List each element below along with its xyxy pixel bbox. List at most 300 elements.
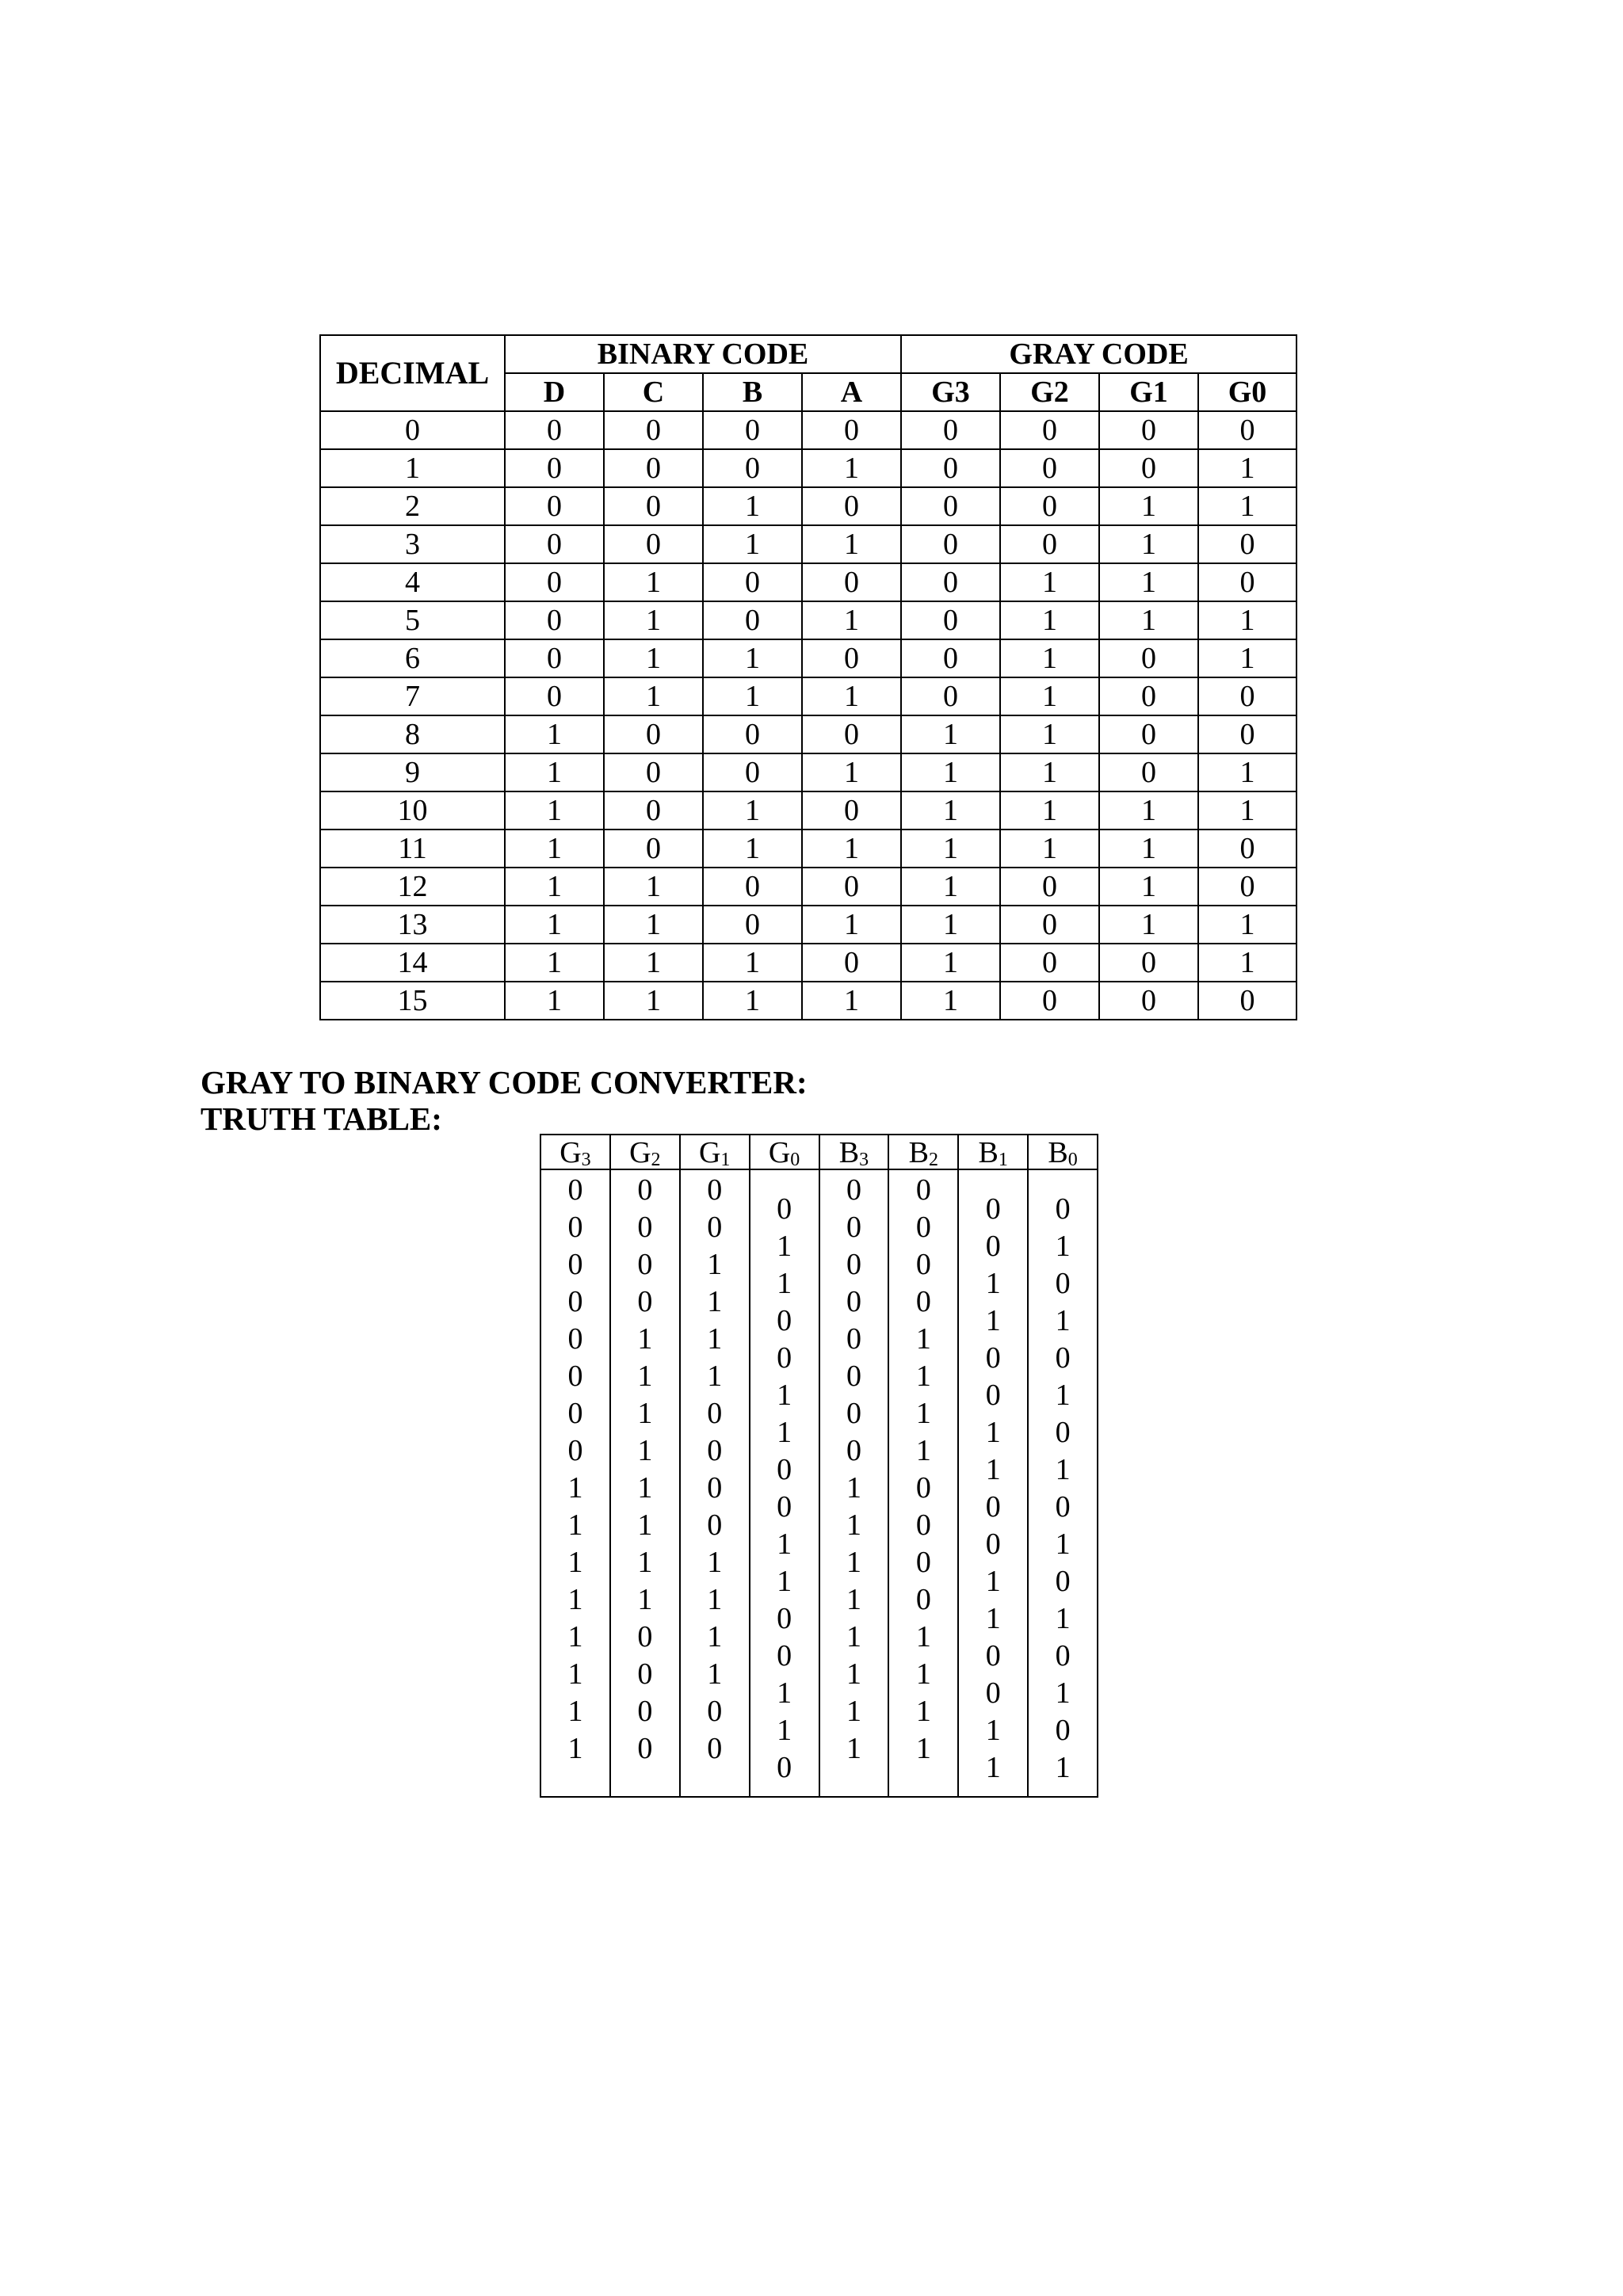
table-cell: 1 (1198, 449, 1296, 487)
binary-to-gray-table (319, 334, 1297, 1020)
table-cell: 0 (703, 449, 802, 487)
table-cell: 0 (1099, 639, 1198, 677)
truth-value: 0 (1055, 1267, 1071, 1300)
decimal-cell: 1 (320, 449, 505, 487)
table-cell: 0 (703, 868, 802, 906)
truth-table-column (541, 1135, 611, 1796)
column-header: G2 (1000, 373, 1099, 411)
column-header: B (703, 373, 802, 411)
table-cell: 0 (505, 563, 604, 601)
truth-value: 0 (1055, 1341, 1071, 1375)
truth-value: 1 (846, 1657, 861, 1691)
truth-value: 1 (777, 1416, 792, 1449)
truth-value: 0 (846, 1248, 861, 1281)
truth-value: 0 (1055, 1714, 1071, 1747)
truth-value: 0 (777, 1751, 792, 1784)
column-header-letter: G (559, 1136, 582, 1169)
truth-value: 0 (777, 1341, 792, 1375)
truth-value: 0 (1055, 1416, 1071, 1449)
table-cell: 1 (505, 944, 604, 982)
truth-value: 0 (567, 1322, 583, 1356)
table-cell: 1 (604, 906, 703, 944)
table-row (320, 449, 1296, 487)
table-cell: 0 (604, 449, 703, 487)
table-cell: 1 (802, 601, 901, 639)
truth-value: 0 (707, 1471, 723, 1505)
column-header (820, 1135, 888, 1170)
truth-value: 0 (985, 1639, 1001, 1672)
truth-value: 1 (1055, 1304, 1071, 1337)
truth-value: 1 (985, 1714, 1001, 1747)
column-header-letter: G (768, 1136, 791, 1169)
table-cell: 0 (604, 411, 703, 449)
truth-value: 1 (567, 1732, 583, 1765)
truth-value: 0 (985, 1490, 1001, 1524)
table-cell: 0 (505, 487, 604, 525)
table-cell: 1 (901, 715, 1000, 753)
column-header (681, 1135, 749, 1170)
table-cell: 0 (1198, 563, 1296, 601)
truth-table-heading: TRUTH TABLE: (200, 1100, 442, 1137)
truth-value: 1 (637, 1397, 653, 1430)
table-cell: 0 (703, 563, 802, 601)
table-row (320, 525, 1296, 563)
table-cell: 0 (901, 601, 1000, 639)
truth-value: 1 (915, 1360, 931, 1393)
truth-value: 0 (637, 1732, 653, 1765)
table-cell: 1 (604, 677, 703, 715)
table-row (320, 753, 1296, 791)
table-cell: 1 (505, 982, 604, 1020)
table-cell: 1 (505, 715, 604, 753)
table-row (320, 411, 1296, 449)
table-cell: 1 (1000, 639, 1099, 677)
truth-value: 0 (567, 1285, 583, 1318)
truth-value: 0 (777, 1639, 792, 1672)
truth-value: 0 (637, 1285, 653, 1318)
table-cell: 0 (802, 868, 901, 906)
truth-value: 1 (567, 1620, 583, 1653)
binary-code-header: BINARY CODE (505, 335, 901, 373)
truth-value: 1 (777, 1230, 792, 1263)
truth-value: 1 (707, 1583, 723, 1616)
table-cell: 1 (1099, 830, 1198, 868)
table-cell: 1 (1000, 601, 1099, 639)
truth-value: 0 (777, 1602, 792, 1635)
truth-table-column (889, 1135, 959, 1796)
table-cell: 0 (604, 753, 703, 791)
table-cell: 0 (604, 715, 703, 753)
truth-value: 0 (846, 1434, 861, 1467)
truth-value: 1 (567, 1583, 583, 1616)
truth-value: 0 (567, 1248, 583, 1281)
column-header-subscript: 3 (859, 1150, 869, 1170)
decimal-cell: 3 (320, 525, 505, 563)
decimal-cell: 13 (320, 906, 505, 944)
truth-value: 0 (915, 1173, 931, 1207)
column-values (707, 1172, 722, 1768)
truth-value: 0 (846, 1211, 861, 1244)
table-cell: 0 (505, 601, 604, 639)
truth-value: 1 (637, 1434, 653, 1467)
truth-value: 0 (915, 1211, 931, 1244)
truth-table-column (959, 1135, 1029, 1796)
table-row (320, 601, 1296, 639)
decimal-cell: 2 (320, 487, 505, 525)
gray-to-binary-truth-table (540, 1134, 1098, 1798)
truth-value: 1 (637, 1322, 653, 1356)
table-cell: 1 (901, 830, 1000, 868)
truth-value: 0 (846, 1173, 861, 1207)
decimal-cell: 0 (320, 411, 505, 449)
table-cell: 0 (1198, 982, 1296, 1020)
table-cell: 1 (604, 868, 703, 906)
truth-value: 1 (567, 1508, 583, 1542)
table-cell: 1 (901, 753, 1000, 791)
table-cell: 1 (901, 906, 1000, 944)
table-cell: 0 (1000, 411, 1099, 449)
truth-value: 0 (707, 1434, 723, 1467)
table-cell: 0 (802, 791, 901, 830)
truth-value: 0 (637, 1620, 653, 1653)
table-cell: 0 (1000, 487, 1099, 525)
truth-value: 1 (707, 1322, 723, 1356)
table-cell: 0 (703, 601, 802, 639)
truth-value: 0 (915, 1546, 931, 1579)
truth-value: 0 (915, 1508, 931, 1542)
table-cell: 0 (505, 411, 604, 449)
truth-value: 1 (985, 1565, 1001, 1598)
truth-value: 1 (777, 1379, 792, 1412)
table-cell: 1 (703, 830, 802, 868)
table-cell: 0 (1099, 411, 1198, 449)
table-cell: 1 (703, 677, 802, 715)
truth-value: 1 (637, 1360, 653, 1393)
truth-value: 0 (707, 1695, 723, 1728)
column-header-subscript: 1 (720, 1150, 731, 1170)
table-cell: 1 (1198, 601, 1296, 639)
truth-value: 0 (707, 1508, 723, 1542)
table-row (320, 906, 1296, 944)
column-header (750, 1135, 819, 1170)
truth-value: 1 (1055, 1230, 1071, 1263)
truth-value: 1 (707, 1546, 723, 1579)
truth-value: 0 (707, 1211, 723, 1244)
column-header (959, 1135, 1027, 1170)
column-header (611, 1135, 679, 1170)
table-cell: 1 (1198, 791, 1296, 830)
table-cell: 1 (901, 982, 1000, 1020)
truth-value: 0 (985, 1379, 1001, 1412)
truth-value: 0 (985, 1527, 1001, 1561)
table-cell: 0 (1099, 982, 1198, 1020)
table-cell: 1 (1198, 753, 1296, 791)
column-header: G0 (1198, 373, 1296, 411)
table-cell: 0 (1198, 525, 1296, 563)
table-cell: 0 (1099, 677, 1198, 715)
truth-value: 0 (567, 1360, 583, 1393)
table-cell: 0 (901, 639, 1000, 677)
table-cell: 0 (1099, 944, 1198, 982)
table-cell: 1 (1000, 563, 1099, 601)
table-cell: 0 (604, 525, 703, 563)
table-cell: 1 (1000, 715, 1099, 753)
table-cell: 0 (802, 563, 901, 601)
table-cell: 0 (1000, 906, 1099, 944)
column-header-subscript: 0 (790, 1150, 800, 1170)
truth-value: 1 (846, 1620, 861, 1653)
table-cell: 1 (1198, 944, 1296, 982)
truth-value: 1 (1055, 1602, 1071, 1635)
table-cell: 0 (1099, 715, 1198, 753)
decimal-cell: 7 (320, 677, 505, 715)
truth-value: 1 (846, 1546, 861, 1579)
column-header: D (505, 373, 604, 411)
column-header (889, 1135, 957, 1170)
table-cell: 1 (1099, 487, 1198, 525)
table-cell: 1 (1198, 487, 1296, 525)
truth-value: 1 (915, 1657, 931, 1691)
column-values (777, 1191, 792, 1787)
truth-value: 1 (985, 1304, 1001, 1337)
table-cell: 0 (1000, 525, 1099, 563)
truth-value: 0 (915, 1248, 931, 1281)
truth-value: 1 (777, 1565, 792, 1598)
truth-value: 1 (777, 1676, 792, 1710)
column-values (916, 1172, 931, 1768)
truth-value: 0 (1055, 1490, 1071, 1524)
truth-value: 0 (915, 1583, 931, 1616)
truth-value: 1 (777, 1267, 792, 1300)
truth-value: 1 (985, 1416, 1001, 1449)
table-cell: 1 (505, 868, 604, 906)
table-cell: 0 (1099, 753, 1198, 791)
truth-value: 1 (915, 1620, 931, 1653)
table-cell: 1 (703, 487, 802, 525)
table-cell: 0 (901, 677, 1000, 715)
truth-value: 0 (637, 1695, 653, 1728)
decimal-cell: 4 (320, 563, 505, 601)
table-cell: 0 (802, 944, 901, 982)
table-cell: 0 (1000, 868, 1099, 906)
table-cell: 1 (1099, 791, 1198, 830)
truth-value: 1 (637, 1471, 653, 1505)
truth-value: 1 (1055, 1379, 1071, 1412)
truth-value: 1 (707, 1657, 723, 1691)
table-body (320, 411, 1296, 1020)
table-cell: 1 (703, 944, 802, 982)
truth-value: 1 (567, 1471, 583, 1505)
truth-value: 0 (637, 1211, 653, 1244)
table-cell: 0 (505, 639, 604, 677)
table-cell: 0 (901, 449, 1000, 487)
table-cell: 1 (505, 753, 604, 791)
truth-value: 0 (567, 1211, 583, 1244)
truth-value: 1 (567, 1657, 583, 1691)
truth-value: 0 (846, 1360, 861, 1393)
table-cell: 1 (703, 639, 802, 677)
table-cell: 1 (1099, 525, 1198, 563)
table-cell: 0 (802, 487, 901, 525)
truth-value: 1 (567, 1695, 583, 1728)
truth-value: 0 (985, 1230, 1001, 1263)
group-header-row (320, 335, 1296, 373)
truth-value: 1 (846, 1583, 861, 1616)
table-cell: 1 (802, 753, 901, 791)
table-cell: 0 (604, 791, 703, 830)
column-header-letter: G (629, 1136, 651, 1169)
table-cell: 1 (703, 525, 802, 563)
truth-value: 1 (846, 1471, 861, 1505)
truth-value: 0 (985, 1192, 1001, 1226)
truth-value: 0 (1055, 1192, 1071, 1226)
table-cell: 1 (1198, 906, 1296, 944)
column-header: A (802, 373, 901, 411)
truth-value: 0 (707, 1732, 723, 1765)
column-values (986, 1191, 1001, 1787)
table-cell: 1 (604, 944, 703, 982)
truth-value: 1 (985, 1602, 1001, 1635)
truth-value: 1 (567, 1546, 583, 1579)
table-cell: 0 (802, 639, 901, 677)
table-cell: 1 (901, 868, 1000, 906)
truth-value: 0 (985, 1676, 1001, 1710)
truth-value: 0 (915, 1285, 931, 1318)
decimal-cell: 8 (320, 715, 505, 753)
truth-value: 1 (707, 1248, 723, 1281)
column-header-letter: B (838, 1136, 860, 1169)
truth-value: 0 (846, 1397, 861, 1430)
truth-value: 1 (707, 1360, 723, 1393)
gray-code-header: GRAY CODE (901, 335, 1296, 373)
truth-value: 1 (846, 1695, 861, 1728)
truth-value: 1 (1055, 1527, 1071, 1561)
column-header-subscript: 0 (1067, 1150, 1078, 1170)
truth-table-column (820, 1135, 890, 1796)
truth-value: 1 (777, 1714, 792, 1747)
table-row (320, 715, 1296, 753)
truth-value: 1 (985, 1453, 1001, 1486)
table-cell: 1 (703, 982, 802, 1020)
truth-value: 0 (1055, 1639, 1071, 1672)
column-header (1029, 1135, 1097, 1170)
decimal-cell: 9 (320, 753, 505, 791)
table-cell: 0 (505, 449, 604, 487)
table-cell: 1 (802, 525, 901, 563)
truth-value: 1 (915, 1732, 931, 1765)
truth-value: 1 (985, 1751, 1001, 1784)
table-cell: 0 (802, 715, 901, 753)
decimal-cell: 6 (320, 639, 505, 677)
truth-table-column (681, 1135, 750, 1796)
truth-value: 1 (985, 1267, 1001, 1300)
column-values (567, 1172, 582, 1768)
table-cell: 1 (604, 639, 703, 677)
truth-value: 0 (1055, 1565, 1071, 1598)
table-cell: 0 (703, 906, 802, 944)
table-cell: 1 (802, 982, 901, 1020)
column-values (1056, 1191, 1071, 1787)
column-header-letter: B (908, 1136, 929, 1169)
table-cell: 1 (1000, 677, 1099, 715)
truth-value: 0 (777, 1304, 792, 1337)
table-cell: 0 (1000, 982, 1099, 1020)
table-cell: 1 (1000, 753, 1099, 791)
table-cell: 0 (1000, 944, 1099, 982)
table-cell: 0 (1198, 411, 1296, 449)
column-header (541, 1135, 609, 1170)
table-cell: 0 (901, 563, 1000, 601)
table-cell: 0 (1198, 830, 1296, 868)
truth-value: 0 (985, 1341, 1001, 1375)
decimal-cell: 5 (320, 601, 505, 639)
table-cell: 1 (604, 601, 703, 639)
decimal-cell: 11 (320, 830, 505, 868)
table-cell: 1 (1198, 639, 1296, 677)
truth-value: 0 (777, 1453, 792, 1486)
decimal-header: DECIMAL (320, 335, 505, 411)
table-row (320, 487, 1296, 525)
table-cell: 1 (1000, 791, 1099, 830)
truth-table-column (611, 1135, 681, 1796)
table-cell: 1 (505, 906, 604, 944)
column-header: G3 (901, 373, 1000, 411)
truth-value: 1 (915, 1695, 931, 1728)
decimal-cell: 10 (320, 791, 505, 830)
table-cell: 1 (703, 791, 802, 830)
table-cell: 1 (802, 906, 901, 944)
decimal-cell: 14 (320, 944, 505, 982)
column-header: G1 (1099, 373, 1198, 411)
table-row (320, 791, 1296, 830)
table-cell: 1 (901, 944, 1000, 982)
column-header-subscript: 3 (581, 1150, 591, 1170)
truth-value: 1 (1055, 1453, 1071, 1486)
truth-value: 0 (915, 1471, 931, 1505)
table-cell: 0 (703, 411, 802, 449)
table-cell: 0 (1000, 449, 1099, 487)
table-cell: 0 (1198, 715, 1296, 753)
truth-value: 1 (846, 1732, 861, 1765)
table-cell: 1 (1099, 906, 1198, 944)
truth-value: 0 (567, 1434, 583, 1467)
table-cell: 0 (505, 525, 604, 563)
table-row (320, 639, 1296, 677)
column-header-letter: B (1048, 1136, 1068, 1169)
truth-value: 1 (707, 1285, 723, 1318)
table-cell: 1 (802, 449, 901, 487)
table-row (320, 982, 1296, 1020)
table-cell: 1 (604, 982, 703, 1020)
truth-value: 0 (846, 1322, 861, 1356)
decimal-cell: 12 (320, 868, 505, 906)
table-cell: 0 (901, 411, 1000, 449)
table-row (320, 868, 1296, 906)
truth-value: 0 (637, 1657, 653, 1691)
table-cell: 1 (505, 791, 604, 830)
table-row (320, 677, 1296, 715)
table-cell: 1 (802, 677, 901, 715)
table-cell: 1 (1000, 830, 1099, 868)
section-heading: GRAY TO BINARY CODE CONVERTER: (200, 1064, 808, 1100)
truth-value: 0 (637, 1173, 653, 1207)
table-cell: 1 (1099, 563, 1198, 601)
column-values (637, 1172, 652, 1768)
truth-value: 0 (567, 1397, 583, 1430)
column-header-letter: G (698, 1136, 721, 1169)
table-cell: 0 (703, 715, 802, 753)
truth-value: 0 (637, 1248, 653, 1281)
